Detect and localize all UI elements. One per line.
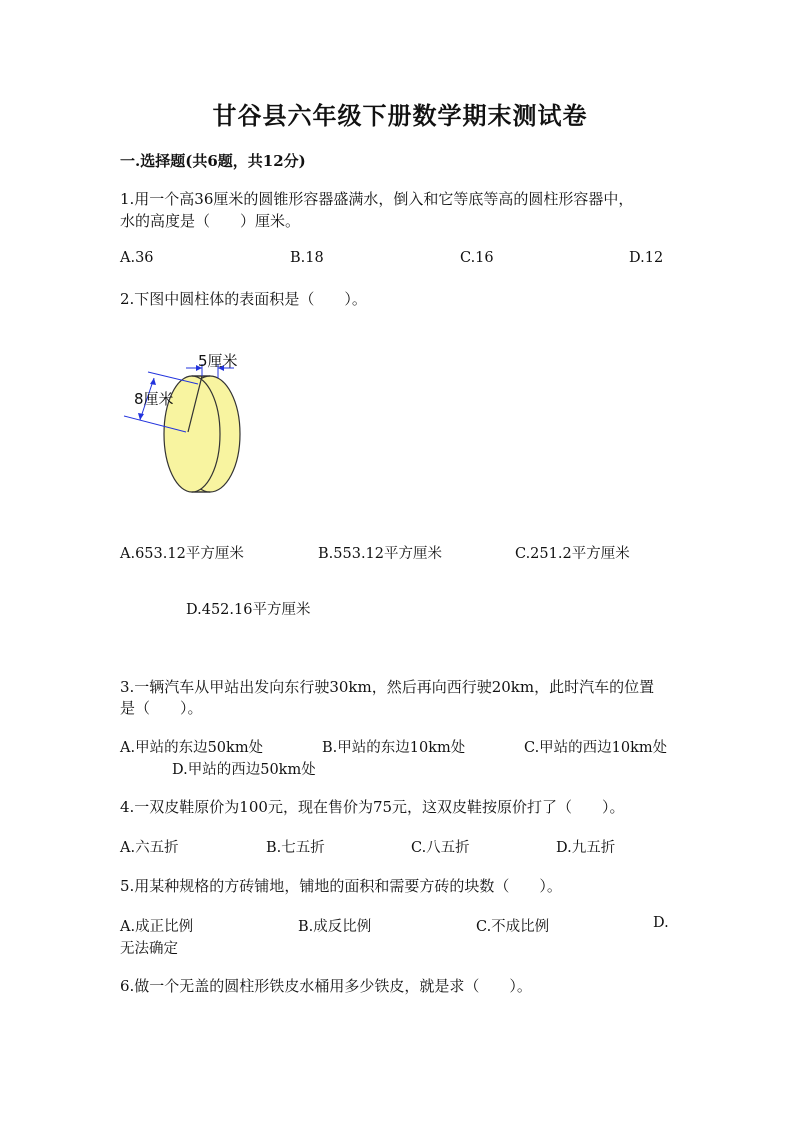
question-6-text: 6.做一个无盖的圆柱形铁皮水桶用多少铁皮，就是求（ ）。 — [120, 977, 532, 995]
q4-option-a: A.六五折 — [120, 840, 179, 856]
q1-option-b: B.18 — [290, 250, 324, 266]
q5-option-b: B.成反比例 — [298, 919, 372, 935]
question-3-line-1: 3.一辆汽车从甲站出发向东行驶30km，然后再向西行驶20km，此时汽车的位置 — [120, 678, 655, 696]
q5-option-d-continued: 无法确定 — [120, 941, 178, 957]
q3-option-c: C.甲站的西边10km处 — [524, 740, 668, 756]
q1-option-a: A.36 — [120, 250, 154, 266]
q3-option-a: A.甲站的东边50km处 — [120, 740, 264, 756]
question-2-text: 2.下图中圆柱体的表面积是（ ）。 — [120, 290, 367, 308]
q4-option-c: C.八五折 — [411, 840, 470, 856]
question-4-text: 4.一双皮鞋原价为100元，现在售价为75元，这双皮鞋按原价打了（ ）。 — [120, 798, 625, 816]
page-title: 甘谷县六年级下册数学期末测试卷 — [212, 101, 588, 130]
question-5-text: 5.用某种规格的方砖铺地，铺地的面积和需要方砖的块数（ ）。 — [120, 877, 562, 895]
question-1-line-1: 1.用一个高36厘米的圆锥形容器盛满水，倒入和它等底等高的圆柱形容器中， — [120, 190, 634, 208]
q5-option-d: D. — [653, 915, 669, 931]
q1-option-d: D.12 — [629, 250, 664, 266]
question-3-line-2: 是（ ）。 — [120, 699, 203, 717]
q4-option-b: B.七五折 — [266, 840, 325, 856]
q2-option-b: B.553.12平方厘米 — [318, 546, 443, 562]
q3-option-b: B.甲站的东边10km处 — [322, 740, 466, 756]
q2-option-d: D.452.16平方厘米 — [186, 602, 311, 618]
q2-option-c: C.251.2平方厘米 — [515, 546, 630, 562]
cylinder-figure — [118, 346, 258, 496]
q3-option-d: D.甲站的西边50km处 — [172, 762, 316, 778]
radius-label: 8厘米 — [134, 390, 174, 408]
section-heading: 一.选择题(共6题，共12分) — [120, 152, 306, 170]
q2-option-a: A.653.12平方厘米 — [120, 546, 244, 562]
q4-option-d: D.九五折 — [556, 840, 616, 856]
question-1-line-2: 水的高度是（ ）厘米。 — [120, 212, 301, 230]
q5-option-c: C.不成比例 — [476, 919, 550, 935]
q5-option-a: A.成正比例 — [120, 919, 194, 935]
width-label: 5厘米 — [198, 352, 238, 370]
q1-option-c: C.16 — [460, 250, 494, 266]
